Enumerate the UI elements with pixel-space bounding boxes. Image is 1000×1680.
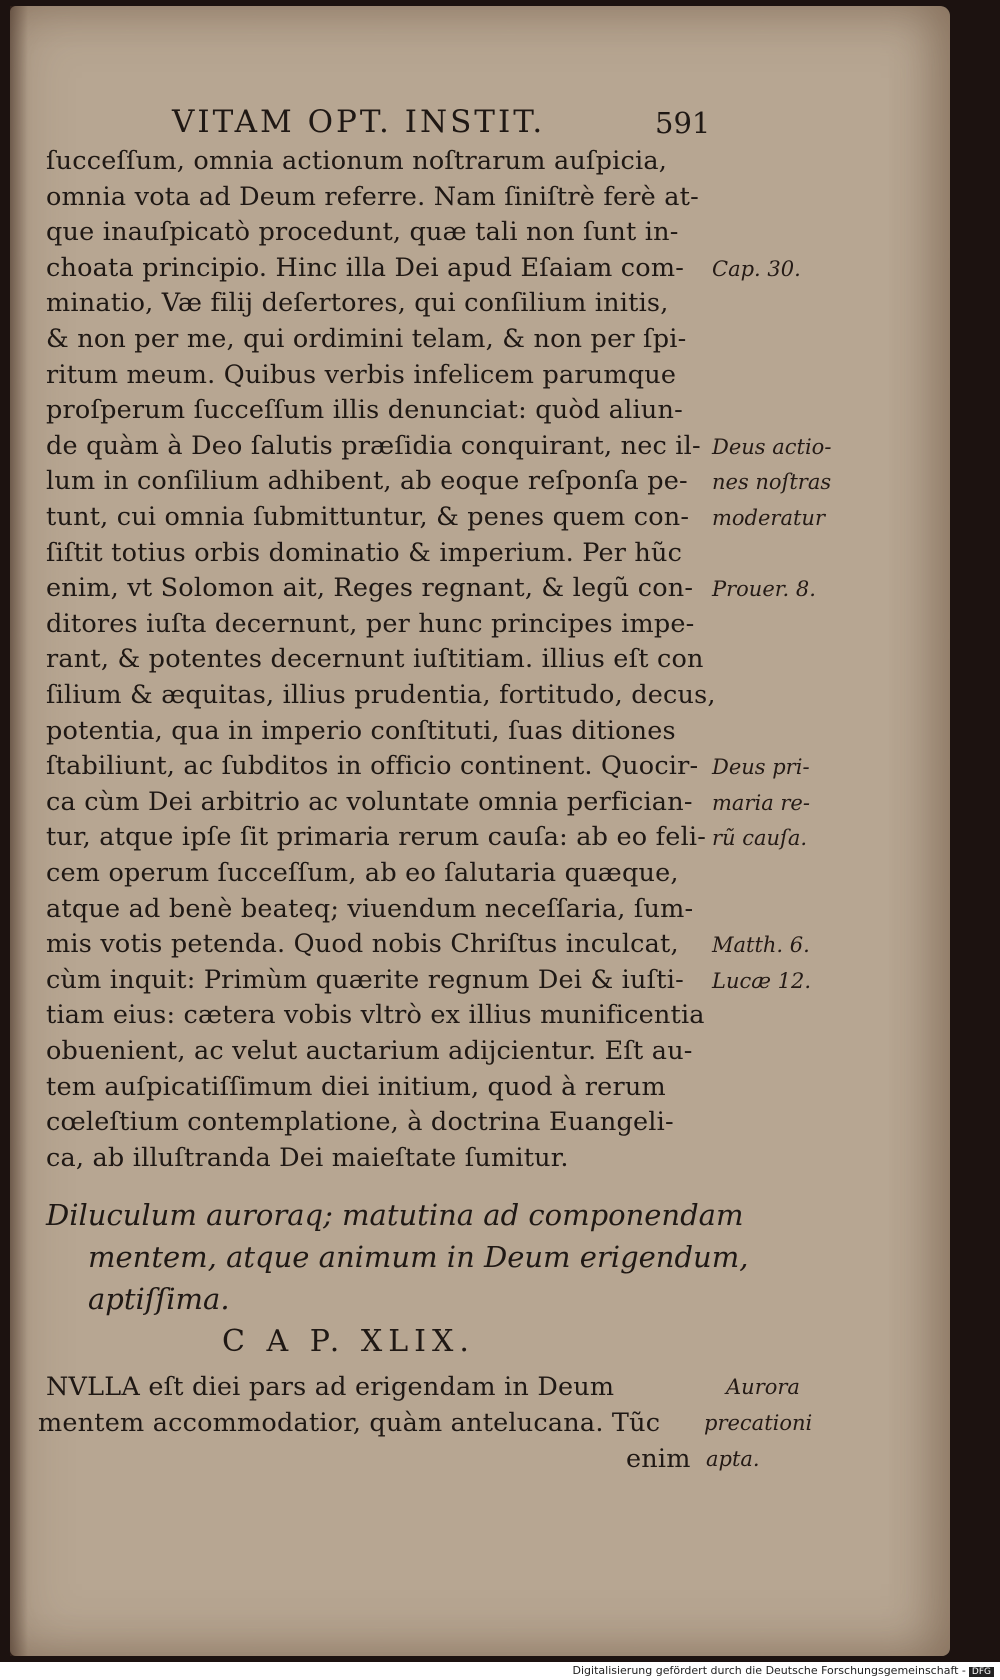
body-line: ditores iuſta decernunt, per hunc principes impe- (46, 608, 695, 639)
chapter-margin-note: Aurora (726, 1375, 800, 1399)
margin-note: Prouer. 8. (712, 577, 816, 602)
body-line: ſilium & æquitas, illius prudentia, fortitudo, decus, (46, 680, 716, 710)
body-line: tem auſpicatiſſimum diei initium, quod à rerum (46, 1071, 666, 1102)
body-line: tunt, cui omnia ſubmittuntur, & penes quem con- (46, 502, 690, 532)
chapter-heading-line: mentem, atque animum in Deum erigendum, (88, 1240, 749, 1274)
chapter-margin-note: apta. (706, 1447, 760, 1471)
body-line: rant, & potentes decernunt iuſtitiam. illius eſt con (46, 644, 704, 675)
body-line: cœleſtium contemplatione, à doctrina Euangeli- (46, 1107, 674, 1138)
margin-note: Deus actio- (712, 434, 832, 459)
body-line: minatio, Væ filij deſertores, qui conſilium initis, (46, 288, 669, 319)
page-number: 591 (655, 106, 711, 140)
chapter-line: enim (626, 1444, 691, 1474)
body-line: lum in conſilium adhibent, ab eoque reſponſa pe- (46, 466, 688, 497)
footer-credit (573, 1664, 994, 1677)
paper-gutter-shadow (10, 6, 28, 1656)
footer-text: Digitalisierung gefördert durch die Deutsche Forschungsgemeinschaft - (572, 1664, 966, 1677)
chapter-margin-note: precationi (704, 1411, 813, 1435)
chapter-number: C A P. XLIX. (222, 1324, 475, 1359)
dfg-logo: DFG (969, 1667, 994, 1677)
body-line: ſucceſſum, omnia actionum noſtrarum auſpicia, (46, 146, 668, 176)
margin-note: rũ cauſa. (712, 826, 808, 851)
body-line: tiam eius: cætera vobis vltrò ex illius munificentia (46, 1000, 705, 1031)
margin-note: Deus pri- (712, 755, 810, 780)
running-head: VITAM OPT. INSTIT. (172, 104, 546, 140)
chapter-line: NVLLA eſt diei pars ad erigendam in Deum (46, 1372, 615, 1402)
body-line: tur, atque ipſe ſit primaria rerum cauſa: ab eo feli- (46, 822, 707, 853)
body-line: de quàm à Deo ſalutis præſidia conquirant, nec il- (46, 430, 701, 461)
body-line: ſtabiliunt, ac ſubditos in officio continent. Quocir- (46, 751, 699, 782)
body-line: omnia vota ad Deum referre. Nam ſiniſtrè ferè at- (46, 181, 699, 212)
body-line: ritum meum. Quibus verbis infelicem parumque (46, 359, 677, 390)
body-line: proſperum ſucceſſum illis denunciat: quòd aliun- (46, 395, 683, 426)
chapter-heading-line: aptiſſima. (88, 1282, 230, 1316)
body-line: ca cùm Dei arbitrio ac voluntate omnia perfician- (46, 786, 693, 817)
margin-note: Matth. 6. (712, 933, 810, 958)
body-line: potentia, qua in imperio conſtituti, ſuas ditiones (46, 715, 676, 746)
body-line: ca, ab illuſtranda Dei maieſtate ſumitur. (46, 1142, 569, 1173)
margin-note: moderatur (712, 506, 825, 530)
body-line: & non per me, qui ordimini telam, & non per ſpi- (46, 324, 687, 354)
chapter-line: mentem accommodatior, quàm antelucana. Tũc (38, 1408, 661, 1438)
body-line: mis votis petenda. Quod nobis Chriſtus inculcat, (46, 929, 679, 960)
body-line: ſiſtit totius orbis dominatio & imperium. Per hũc (46, 537, 683, 568)
body-line: obuenient, ac velut auctarium adijcientur. Eſt au- (46, 1036, 693, 1066)
margin-note: Cap. 30. (712, 256, 801, 281)
margin-note: Lucæ 12. (712, 968, 812, 993)
body-line: cùm inquit: Primùm quærite regnum Dei & iuſti- (46, 964, 684, 995)
chapter-heading-line: Diluculum auroraq; matutina ad componendam (46, 1198, 744, 1232)
body-line: choata principio. Hinc illa Dei apud Eſaiam com- (46, 252, 685, 283)
body-line: atque ad benè beateq; viuendum neceſſaria, ſum- (46, 893, 694, 924)
body-line: enim, vt Solomon ait, Reges regnant, & legũ con- (46, 573, 694, 604)
margin-note: nes noſtras (712, 470, 832, 495)
body-line: cem operum ſucceſſum, ab eo ſalutaria quæque, (46, 858, 679, 888)
body-line: que inauſpicatò procedunt, quæ tali non ſunt in- (46, 217, 679, 248)
margin-note: maria re- (712, 790, 810, 815)
